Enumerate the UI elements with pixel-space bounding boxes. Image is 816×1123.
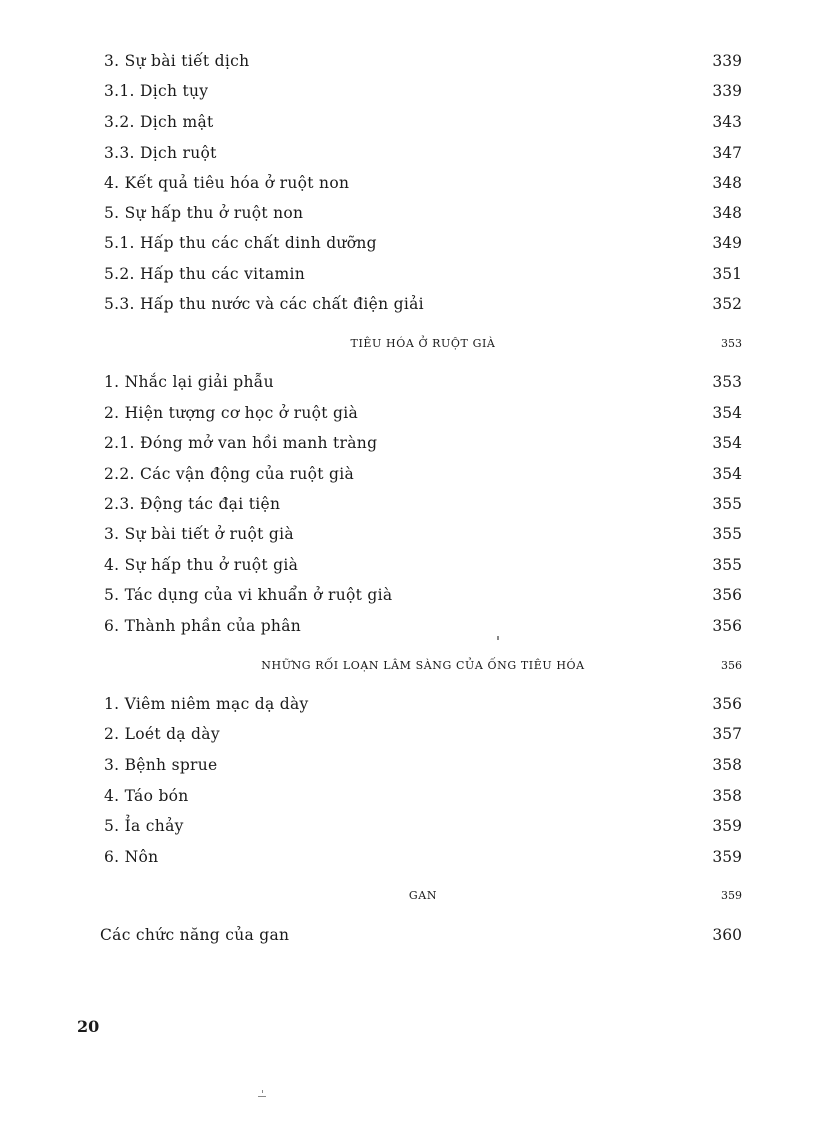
- toc-section-heading: [104, 886, 742, 906]
- toc-entry-page: 348: [712, 174, 742, 192]
- toc-entry-title: 3. Bệnh sprue: [104, 756, 218, 774]
- toc-entry-page: 339: [712, 52, 742, 70]
- toc-entry: [104, 692, 742, 716]
- toc-entry: [104, 262, 742, 286]
- toc-entry: [104, 522, 742, 546]
- toc-entry: [104, 614, 742, 638]
- toc-entry: [104, 231, 742, 255]
- toc-section-heading: [104, 656, 742, 676]
- toc-section-heading: [104, 334, 742, 354]
- toc-entry: [104, 462, 742, 486]
- toc-entry: [104, 171, 742, 195]
- toc-entry-page: 354: [712, 404, 742, 422]
- section-page: 356: [721, 659, 742, 672]
- toc-entry: [104, 583, 742, 607]
- toc-entry: [100, 923, 742, 947]
- toc-entry-title: 2. Hiện tượng cơ học ở ruột già: [104, 404, 359, 422]
- toc-entry-page: 343: [712, 113, 742, 131]
- section-title: NHỮNG RỐI LOẠN LÂM SÀNG CỦA ỐNG TIÊU HÓA: [261, 659, 585, 672]
- toc-entry-title: 2. Loét dạ dày: [104, 725, 220, 743]
- toc-entry: [104, 753, 742, 777]
- toc-entry-page: 356: [712, 617, 742, 635]
- toc-entry: [104, 79, 742, 103]
- toc-entry-title: 3.1. Dịch tụy: [104, 82, 209, 100]
- scan-speck: [258, 1096, 266, 1097]
- toc-entry-page: 354: [712, 434, 742, 452]
- section-page: 353: [721, 337, 742, 350]
- toc-entry-title: 3.2. Dịch mật: [104, 113, 214, 131]
- toc-entry-page: 359: [712, 817, 742, 835]
- section-title: GAN: [408, 889, 438, 902]
- page-number: 20: [77, 1017, 100, 1036]
- toc-entry-title: 5.1. Hấp thu các chất dinh dưỡng: [104, 234, 377, 252]
- toc-entry-title: 5. Ỉa chảy: [104, 817, 184, 835]
- toc-entry-page: 351: [712, 265, 742, 283]
- section-title: TIÊU HÓA Ở RUỘT GIÀ: [350, 337, 496, 350]
- toc-entry: [104, 431, 742, 455]
- toc-entry-page: 355: [712, 556, 742, 574]
- toc-entry-page: 360: [712, 926, 742, 944]
- toc-entry: [104, 492, 742, 516]
- toc-entry: [104, 553, 742, 577]
- toc-entry-title: 2.1. Đóng mở van hồi manh tràng: [104, 434, 378, 452]
- toc-entry: [104, 141, 742, 165]
- toc-entry-page: 352: [712, 295, 742, 313]
- toc-entry-page: 354: [712, 465, 742, 483]
- toc-entry-page: 356: [712, 586, 742, 604]
- toc-entry-page: 358: [712, 787, 742, 805]
- toc-entry-title: Các chức năng của gan: [100, 926, 290, 944]
- toc-entry-title: 3. Sự bài tiết dịch: [104, 52, 250, 70]
- toc-entry-title: 2.3. Động tác đại tiện: [104, 495, 281, 513]
- toc-entry: [104, 722, 742, 746]
- toc-entry-title: 3.3. Dịch ruột: [104, 144, 217, 162]
- toc-entry-page: 356: [712, 695, 742, 713]
- toc-entry-page: 348: [712, 204, 742, 222]
- toc-entry: [104, 110, 742, 134]
- toc-entry-page: 339: [712, 82, 742, 100]
- toc-entry-title: 6. Thành phần của phân: [104, 617, 302, 635]
- toc-entry-page: 353: [712, 373, 742, 391]
- scan-speck: [262, 1090, 263, 1093]
- toc-entry-page: 355: [712, 495, 742, 513]
- toc-entry-title: 2.2. Các vận động của ruột già: [104, 465, 355, 483]
- toc-entry-title: 4. Sự hấp thu ở ruột già: [104, 556, 299, 574]
- toc-entry-title: 6. Nôn: [104, 848, 159, 866]
- toc-entry-page: 359: [712, 848, 742, 866]
- toc-entry-page: 347: [712, 144, 742, 162]
- scan-speck: [497, 636, 499, 640]
- toc-entry: [104, 49, 742, 73]
- toc-entry-title: 4. Táo bón: [104, 787, 189, 805]
- toc-entry: [104, 845, 742, 869]
- toc-entry: [104, 814, 742, 838]
- toc-entry: [104, 292, 742, 316]
- toc-entry-title: 5. Sự hấp thu ở ruột non: [104, 204, 304, 222]
- toc-entry-title: 5.3. Hấp thu nước và các chất điện giải: [104, 295, 424, 313]
- toc-entry-page: 355: [712, 525, 742, 543]
- toc-entry: [104, 784, 742, 808]
- section-page: 359: [721, 889, 742, 902]
- toc-entry-title: 4. Kết quả tiêu hóa ở ruột non: [104, 174, 350, 192]
- toc-entry-title: 1. Nhắc lại giải phẫu: [104, 373, 274, 391]
- toc-entry-title: 3. Sự bài tiết ở ruột già: [104, 525, 294, 543]
- toc-entry-page: 358: [712, 756, 742, 774]
- toc-entry-title: 5. Tác dụng của vi khuẩn ở ruột già: [104, 586, 393, 604]
- toc-entry: [104, 201, 742, 225]
- toc-entry: [104, 401, 742, 425]
- toc-entry-page: 349: [712, 234, 742, 252]
- toc-entry-page: 357: [712, 725, 742, 743]
- toc-entry-title: 1. Viêm niêm mạc dạ dày: [104, 695, 309, 713]
- toc-entry: [104, 370, 742, 394]
- toc-entry-title: 5.2. Hấp thu các vitamin: [104, 265, 306, 283]
